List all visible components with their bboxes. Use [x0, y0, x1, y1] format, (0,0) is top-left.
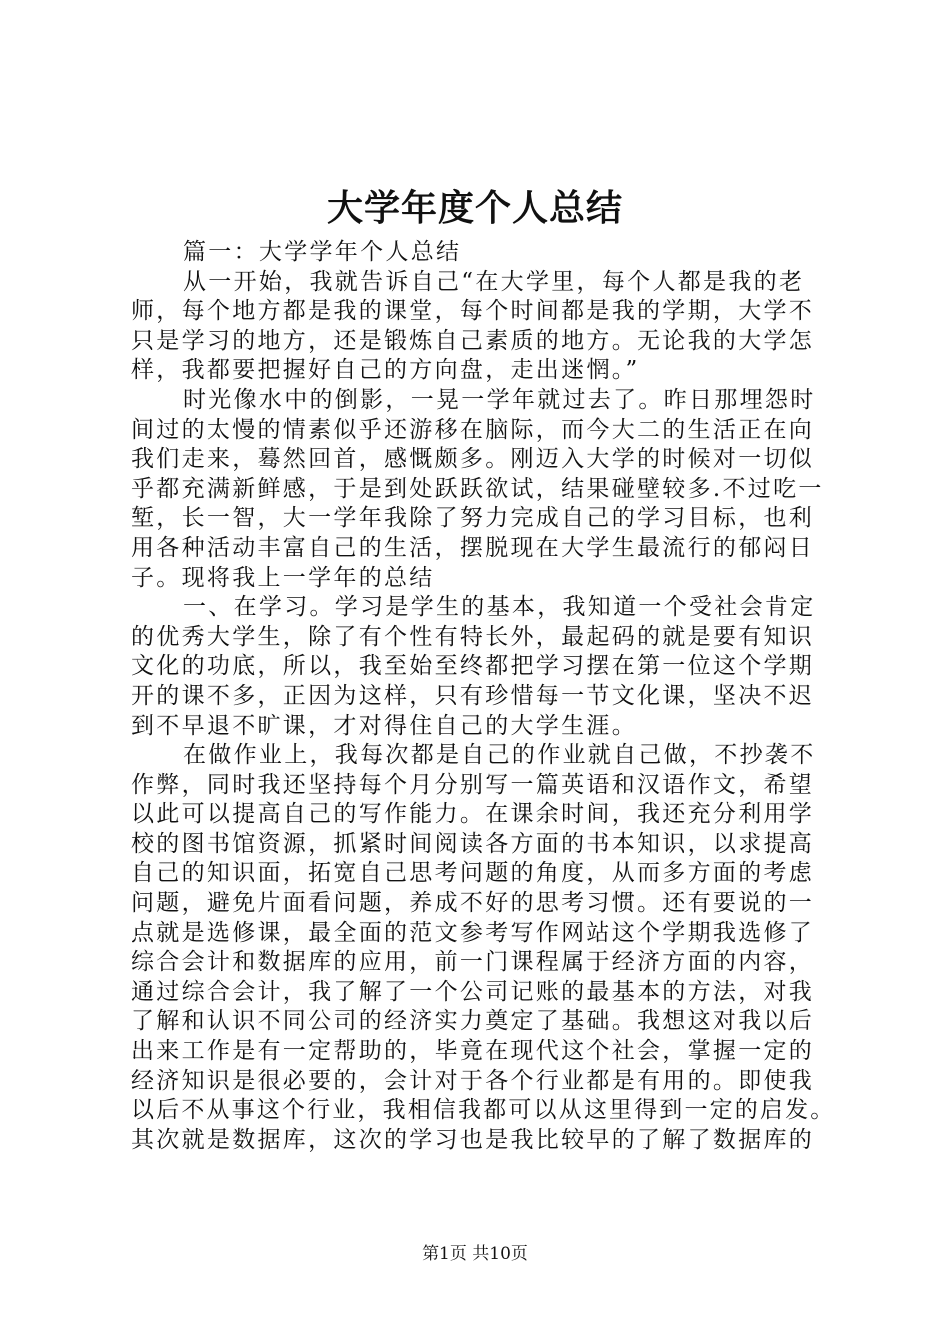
- body-line: 其次就是数据库，这次的学习也是我比较早的了解了数据库的: [131, 1126, 815, 1153]
- body-line: 时光像水中的倒影，一晃一学年就过去了。昨日那埋怨时: [183, 386, 816, 413]
- body-line: 到不早退不旷课，才对得住自己的大学生涯。: [131, 712, 637, 739]
- body-line: 用各种活动丰富自己的生活，摆脱现在大学生最流行的郁闷日: [131, 534, 815, 561]
- body-line: 点就是选修课，最全面的范文参考写作网站这个学期我选修了: [131, 919, 815, 946]
- page-footer: 第1页 共10页: [422, 1244, 528, 1264]
- body-line: 以后不从事这个行业，我相信我都可以从这里得到一定的启发。: [131, 1097, 836, 1124]
- body-line: 以此可以提高自己的写作能力。在课余时间，我还充分利用学: [131, 801, 815, 828]
- body-line: 乎都充满新鲜感，于是到处跃跃欲试，结果碰壁较多.不过吃一: [131, 475, 824, 502]
- body-line: 问题，避免片面看问题，养成不好的思考习惯。还有要说的一: [131, 890, 815, 917]
- body-line: 出来工作是有一定帮助的，毕竟在现代这个社会，掌握一定的: [131, 1038, 815, 1065]
- body-line: 子。现将我上一学年的总结: [131, 564, 435, 591]
- body-line: 自己的知识面，拓宽自己思考问题的角度，从而多方面的考虑: [131, 860, 815, 887]
- body-line: 一、在学习。学习是学生的基本，我知道一个受社会肯定: [183, 594, 816, 621]
- body-line: 堑，长一智，大一学年我除了努力完成自己的学习目标，也利: [131, 505, 815, 532]
- body-line: 综合会计和数据库的应用，前一门课程属于经济方面的内容，: [131, 949, 815, 976]
- body-line: 间过的太慢的情素似乎还游移在脑际，而今大二的生活正在向: [131, 416, 815, 443]
- body-line: 经济知识是很必要的，会计对于各个行业都是有用的。即使我: [131, 1067, 815, 1094]
- body-line: 篇一：大学学年个人总结: [183, 239, 462, 265]
- body-line: 只是学习的地方，还是锻炼自己素质的地方。无论我的大学怎: [131, 327, 815, 354]
- body-line: 的优秀大学生，除了有个性有特长外，最起码的就是要有知识: [131, 623, 815, 650]
- body-line: 开的课不多，正因为这样，只有珍惜每一节文化课，坚决不迟: [131, 682, 815, 709]
- body-line: 文化的功底，所以，我至始至终都把学习摆在第一位这个学期: [131, 653, 815, 680]
- body-line: 在做作业上，我每次都是自己的作业就自己做，不抄袭不: [183, 742, 816, 769]
- body-line: 样，我都要把握好自己的方向盘，走出迷惘。”: [131, 357, 640, 384]
- body-line: 我们走来，蓦然回首，感慨颇多。刚迈入大学的时候对一切似: [131, 446, 815, 473]
- body-line: 通过综合会计，我了解了一个公司记账的最基本的方法，对我: [131, 978, 815, 1005]
- document-body: [131, 238, 835, 1155]
- body-line: 从一开始，我就告诉自己“在大学里，每个人都是我的老: [183, 268, 805, 295]
- body-line: 了解和认识不同公司的经济实力奠定了基础。我想这对我以后: [131, 1008, 815, 1035]
- body-line: 师，每个地方都是我的课堂，每个时间都是我的学期，大学不: [131, 298, 815, 325]
- document-title: 大学年度个人总结: [326, 187, 623, 229]
- body-line: 作弊，同时我还坚持每个月分别写一篇英语和汉语作文，希望: [131, 771, 815, 798]
- body-line: 校的图书馆资源，抓紧时间阅读各方面的书本知识，以求提高: [131, 830, 815, 857]
